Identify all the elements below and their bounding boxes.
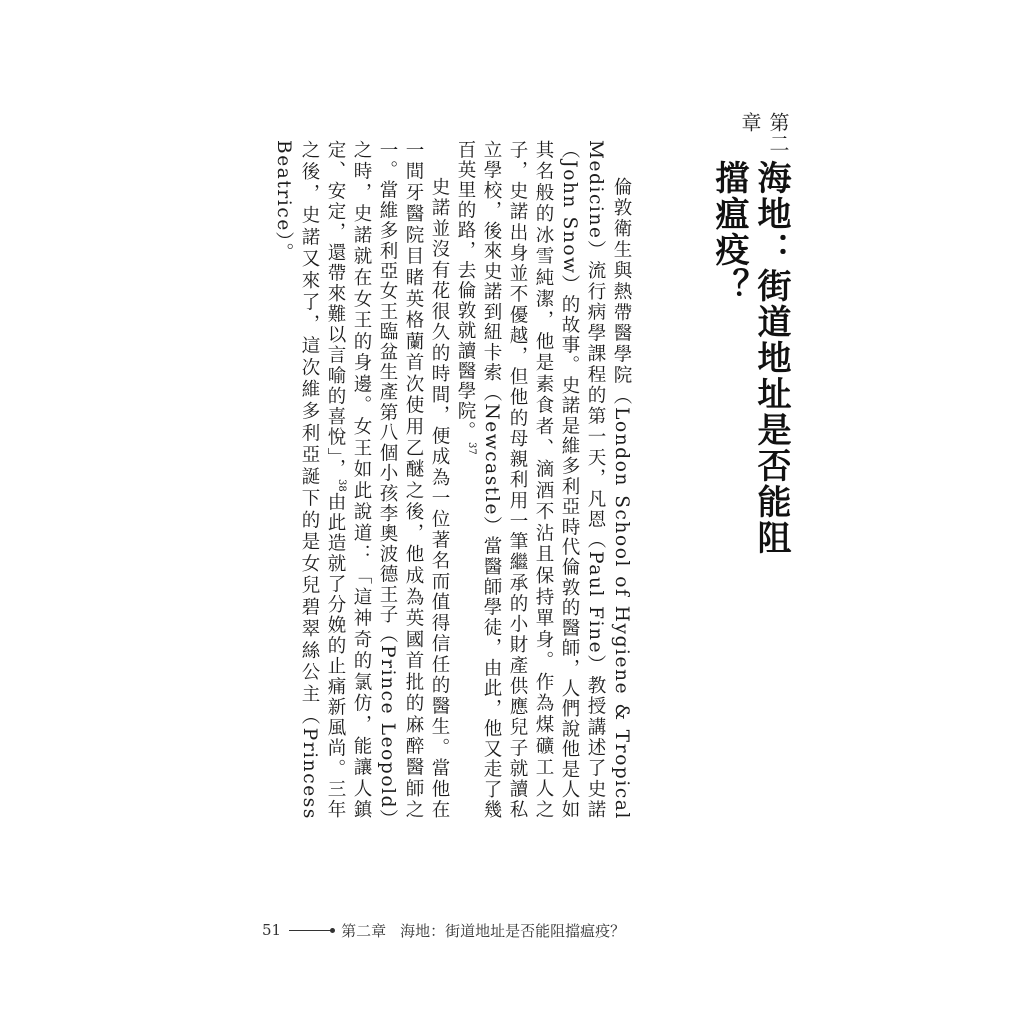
footnote-ref-38: 38	[336, 479, 347, 492]
chapter-title: 海地：街道地址是否能阻擋瘟疫？	[709, 160, 791, 557]
footnote-ref-37: 37	[466, 441, 477, 455]
chapter-heading	[708, 112, 792, 572]
page-number: 51	[262, 921, 282, 939]
chapter-label: 第二章	[738, 112, 790, 154]
footer-rule	[289, 930, 333, 931]
body-text	[254, 140, 634, 820]
paragraph-2	[270, 140, 452, 820]
paragraph-2-text-after: 由此造就了分娩的止痛新風尚。三年之後，史諾又來了，這次維多利亞誕下的是女兒碧翠絲公主（Princess Beatrice）。	[273, 140, 346, 821]
running-footer	[262, 918, 625, 942]
paragraph-1	[452, 140, 634, 820]
paragraph-2-text-before: 史諾並沒有花很久的時間，便成為一位著名而值得信任的醫生。當他在一間牙醫院目睹英格蘭首次使用乙醚之後，他成為英國首批的麻醉醫師之一。當維多利亞女王臨盆生產第八個小孩李奧波德王子（Prince Leopold）之時，史諾就在女王的身邊。女王如此說道：「這神奇的氯仿，能讓人鎮定、安定，還帶來難以言喻的喜悅」，	[325, 140, 450, 820]
paragraph-1-text: 倫敦衛生與熱帶醫學院（London School of Hygiene & Tropical Medicine）流行病學課程的第一天，凡恩（Paul Fine）教授講述了史諾（John Snow）的故事。史諾是維多利亞時代倫敦的醫師，人們說他是人如其名般的冰雪純潔，他是素食者、滴酒不沾且保持單身。作為煤礦工人之子，史諾出身並不優越，但他的母親利用一筆繼承的小財產供應兒子就讀私立學校，後來史諾到紐卡索（Newcastle）當醫師學徒，由此，他又走了幾百英里的路，去倫敦就讀醫學院。	[455, 140, 632, 820]
footer-chapter-label: 第二章	[341, 921, 387, 940]
footer-chapter-title: 海地：街道地址是否能阻擋瘟疫？	[400, 921, 626, 940]
